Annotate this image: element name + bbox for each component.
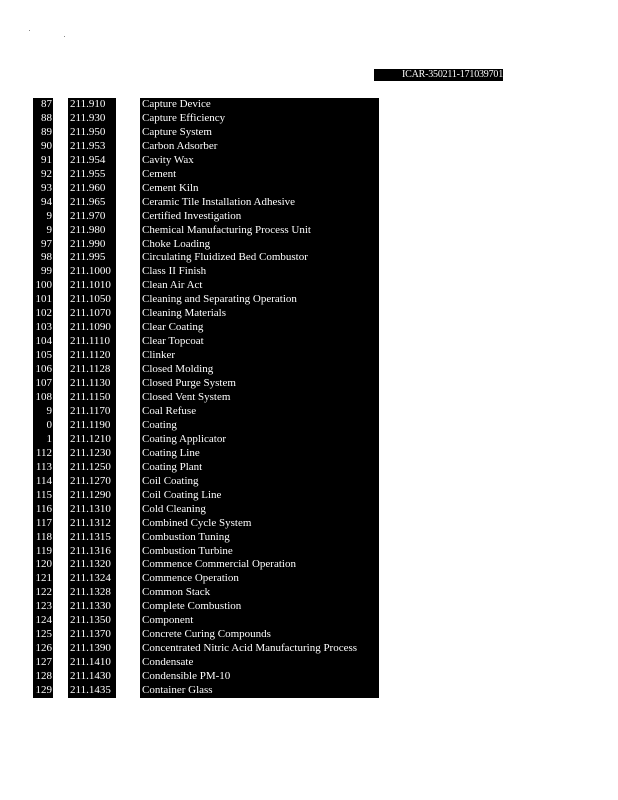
row-number: 118 [33,531,53,545]
table-row [0,196,380,210]
section-number: 211.1250 [68,461,116,475]
defined-term: Class II Finish [140,265,379,279]
section-number: 211.980 [68,224,116,238]
table-row [0,405,380,419]
defined-term: Condensible PM-10 [140,670,379,684]
table-row [0,517,380,531]
defined-term: Cement [140,168,379,182]
defined-term: Container Glass [140,684,379,698]
defined-term: Capture Efficiency [140,112,379,126]
defined-term: Coating [140,419,379,433]
defined-term: Commence Commercial Operation [140,558,379,572]
section-number: 211.1390 [68,642,116,656]
section-number: 211.1410 [68,656,116,670]
row-number: 104 [33,335,53,349]
row-number: 94 [33,196,53,210]
section-number: 211.1128 [68,363,116,377]
section-number: 211.1324 [68,572,116,586]
scan-speck [29,30,30,31]
document-id: ICAR-350211-171039701 [374,69,503,81]
table-row [0,279,380,293]
row-number: 120 [33,558,53,572]
section-number: 211.1320 [68,558,116,572]
table-row [0,572,380,586]
table-row [0,461,380,475]
table-row [0,335,380,349]
section-number: 211.1312 [68,517,116,531]
defined-term: Combustion Turbine [140,545,379,559]
defined-term: Choke Loading [140,238,379,252]
row-number: 92 [33,168,53,182]
section-number: 211.950 [68,126,116,140]
table-row [0,112,380,126]
section-number: 211.1130 [68,377,116,391]
table-row [0,224,380,238]
section-number: 211.1435 [68,684,116,698]
table-row [0,531,380,545]
table-row [0,363,380,377]
row-number: 115 [33,489,53,503]
section-number: 211.1050 [68,293,116,307]
row-number: 105 [33,349,53,363]
table-row [0,168,380,182]
defined-term: Certified Investigation [140,210,379,224]
section-number: 211.960 [68,182,116,196]
row-number: 101 [33,293,53,307]
row-number: 0 [33,419,53,433]
defined-term: Cement Kiln [140,182,379,196]
table-row [0,586,380,600]
table-row [0,251,380,265]
table-row [0,642,380,656]
table-row [0,558,380,572]
defined-term: Capture System [140,126,379,140]
table-row [0,656,380,670]
table-row [0,98,380,112]
defined-term: Circulating Fluidized Bed Combustor [140,251,379,265]
defined-term: Clean Air Act [140,279,379,293]
table-row [0,210,380,224]
row-number: 9 [33,210,53,224]
row-number: 121 [33,572,53,586]
defined-term: Component [140,614,379,628]
row-number: 9 [33,224,53,238]
row-number: 117 [33,517,53,531]
section-number: 211.970 [68,210,116,224]
table-row [0,628,380,642]
section-number: 211.1210 [68,433,116,447]
table-row [0,349,380,363]
row-number: 100 [33,279,53,293]
defined-term: Complete Combustion [140,600,379,614]
row-number: 125 [33,628,53,642]
row-number: 108 [33,391,53,405]
table-row [0,126,380,140]
defined-term: Ceramic Tile Installation Adhesive [140,196,379,210]
defined-term: Clinker [140,349,379,363]
defined-term: Common Stack [140,586,379,600]
table-row [0,154,380,168]
section-number: 211.1328 [68,586,116,600]
row-number: 102 [33,307,53,321]
row-number: 93 [33,182,53,196]
section-number: 211.1316 [68,545,116,559]
defined-term: Coating Applicator [140,433,379,447]
row-number: 124 [33,614,53,628]
section-number: 211.1010 [68,279,116,293]
section-number: 211.954 [68,154,116,168]
row-number: 9 [33,405,53,419]
section-number: 211.990 [68,238,116,252]
table-row [0,419,380,433]
defined-term: Closed Vent System [140,391,379,405]
section-number: 211.955 [68,168,116,182]
section-number: 211.953 [68,140,116,154]
section-number: 211.995 [68,251,116,265]
defined-term: Concrete Curing Compounds [140,628,379,642]
defined-term: Closed Purge System [140,377,379,391]
section-number: 211.1290 [68,489,116,503]
section-number: 211.1070 [68,307,116,321]
table-row [0,447,380,461]
defined-term: Capture Device [140,98,379,112]
section-number: 211.1270 [68,475,116,489]
table-row [0,391,380,405]
row-number: 99 [33,265,53,279]
defined-term: Coil Coating [140,475,379,489]
row-number: 91 [33,154,53,168]
section-number: 211.1315 [68,531,116,545]
row-number: 119 [33,545,53,559]
row-number: 103 [33,321,53,335]
row-number: 128 [33,670,53,684]
row-number: 114 [33,475,53,489]
table-row [0,140,380,154]
row-number: 97 [33,238,53,252]
defined-term: Coating Line [140,447,379,461]
defined-term: Cleaning Materials [140,307,379,321]
defined-term: Coil Coating Line [140,489,379,503]
row-number: 129 [33,684,53,698]
table-row [0,265,380,279]
section-number: 211.1370 [68,628,116,642]
row-number: 107 [33,377,53,391]
section-number: 211.1120 [68,349,116,363]
row-number: 112 [33,447,53,461]
defined-term: Clear Coating [140,321,379,335]
defined-term: Closed Molding [140,363,379,377]
section-number: 211.1170 [68,405,116,419]
table-row [0,600,380,614]
defined-term: Commence Operation [140,572,379,586]
section-number: 211.1350 [68,614,116,628]
table-row [0,545,380,559]
section-number: 211.1310 [68,503,116,517]
section-number: 211.1110 [68,335,116,349]
row-number: 122 [33,586,53,600]
section-number: 211.965 [68,196,116,210]
defined-term: Carbon Adsorber [140,140,379,154]
table-row [0,238,380,252]
section-number: 211.1330 [68,600,116,614]
section-number: 211.1430 [68,670,116,684]
defined-term: Chemical Manufacturing Process Unit [140,224,379,238]
table-row [0,433,380,447]
table-row [0,293,380,307]
row-number: 98 [33,251,53,265]
section-number: 211.1090 [68,321,116,335]
row-number: 90 [33,140,53,154]
table-row [0,670,380,684]
section-number: 211.1190 [68,419,116,433]
row-number: 89 [33,126,53,140]
table-row [0,684,380,698]
section-number: 211.1230 [68,447,116,461]
defined-term: Combined Cycle System [140,517,379,531]
scan-speck [64,36,65,37]
row-number: 127 [33,656,53,670]
table-row [0,182,380,196]
defined-term: Coating Plant [140,461,379,475]
row-number: 87 [33,98,53,112]
defined-term: Concentrated Nitric Acid Manufacturing Process [140,642,379,656]
row-number: 106 [33,363,53,377]
definitions-table [0,98,380,698]
table-row [0,475,380,489]
row-number: 88 [33,112,53,126]
section-number: 211.1150 [68,391,116,405]
defined-term: Cavity Wax [140,154,379,168]
table-row [0,489,380,503]
defined-term: Cold Cleaning [140,503,379,517]
section-number: 211.930 [68,112,116,126]
table-row [0,377,380,391]
table-row [0,321,380,335]
row-number: 123 [33,600,53,614]
section-number: 211.1000 [68,265,116,279]
table-row [0,503,380,517]
row-number: 113 [33,461,53,475]
table-row [0,307,380,321]
defined-term: Coal Refuse [140,405,379,419]
row-number: 116 [33,503,53,517]
row-number: 1 [33,433,53,447]
defined-term: Cleaning and Separating Operation [140,293,379,307]
row-number: 126 [33,642,53,656]
defined-term: Combustion Tuning [140,531,379,545]
section-number: 211.910 [68,98,116,112]
table-row [0,614,380,628]
defined-term: Condensate [140,656,379,670]
defined-term: Clear Topcoat [140,335,379,349]
